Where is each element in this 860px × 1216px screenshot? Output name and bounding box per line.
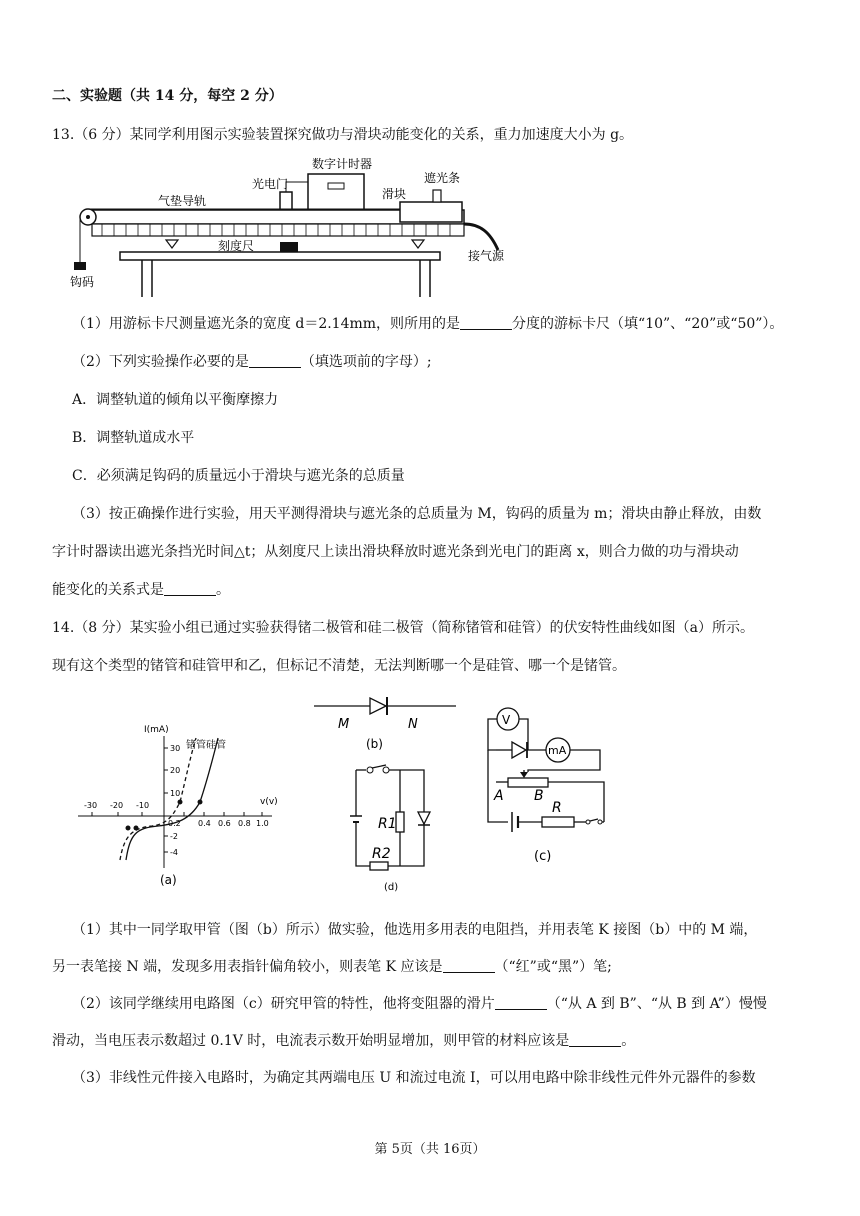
- q13-option-b: B．调整轨道成水平: [72, 430, 195, 446]
- fig-a-ylabel: I(mA): [144, 725, 169, 735]
- q14-part2-line2: 滑动，当电压表示数超过 0.1V 时，电流表示数开始明显增加，则甲管的材料应该是 。: [52, 1033, 636, 1049]
- fig-c-voltmeter: V: [502, 713, 511, 727]
- fig-a-ytick: 30: [170, 744, 181, 753]
- q13-option-c: C．必须满足钩码的质量远小于滑块与遮光条的总质量: [72, 468, 405, 484]
- q14-part1-line1: （1）其中一同学取甲管（图（b）所示）做实验，他选用多用表的电阻挡，并用表笔 K 接图（b）中的 M 端，: [72, 922, 758, 938]
- fig-a-xtick: -20: [110, 801, 124, 810]
- fig-a-ytick: -2: [170, 832, 178, 841]
- q13-part3-line3: 能变化的关系式是 。: [52, 582, 230, 598]
- q13-air-track-figure: [70, 152, 530, 297]
- fig-a-caption: (a): [160, 873, 177, 887]
- answer-blank[interactable]: [249, 353, 301, 368]
- figure-a-iv-curve: [72, 718, 278, 888]
- q13-part3-line1: （3）按正确操作进行实验，用天平测得滑块与遮光条的总质量为 M，钩码的质量为 m；滑块由静止释放，由数: [72, 506, 762, 522]
- q14-part2-line1: （2）该同学继续用电路图（c）研究甲管的特性，他将变阻器的滑片 （“从 A 到 B”、“从 B 到 A”）慢慢: [72, 996, 767, 1012]
- page-footer: 第 5页（共 16页）: [374, 1142, 486, 1157]
- section-title: 二、实验题（共 14 分，每空 2 分）: [52, 88, 283, 104]
- label-ruler: 刻度尺: [218, 239, 255, 253]
- fig-b-label-n: N: [408, 717, 418, 732]
- answer-blank[interactable]: [164, 581, 216, 596]
- fig-a-ytick: 10: [170, 789, 181, 798]
- label-air-source: 接气源: [468, 249, 505, 263]
- q13-part1: （1）用游标卡尺测量遮光条的宽度 d＝2.14mm，则所用的是 分度的游标卡尺（填“10”、“20”或“50”）。: [72, 316, 784, 332]
- fig-c-label-b: B: [534, 788, 544, 804]
- fig-a-xtick: 0.4: [198, 819, 211, 828]
- q14-stem-line1: 14.（8 分）某实验小组已通过实验获得锗二极管和硅二极管（简称锗管和硅管）的伏安特性曲线如图（a）所示。: [52, 620, 754, 636]
- fig-a-xlabel: v(v): [260, 797, 278, 807]
- label-slider: 滑块: [382, 187, 407, 201]
- q13-part3-line2: 字计时器读出遮光条挡光时间△t；从刻度尺上读出滑块释放时遮光条到光电门的距离 x，则合力做的功与滑块动: [52, 544, 739, 560]
- figure-c-circuit: [482, 704, 632, 870]
- q13-stem: 13.（6 分）某同学利用图示实验装置探究做功与滑块动能变化的关系，重力加速度大小为 g。: [52, 127, 634, 143]
- q14-part1-line2: 另一表笔接 N 端，发现多用表指针偏角较小，则表笔 K 应该是 （“红”或“黑”）笔;: [52, 959, 612, 975]
- q13-option-a: A．调整轨道的倾角以平衡摩擦力: [72, 392, 279, 408]
- fig-d-caption: (d): [384, 882, 399, 893]
- answer-blank[interactable]: [460, 315, 512, 330]
- fig-c-label-a: A: [494, 788, 504, 804]
- fig-a-xtick: 0.6: [218, 819, 231, 828]
- label-hook-weight: 钩码: [70, 275, 95, 289]
- fig-d-label-r2: R2: [372, 846, 391, 862]
- label-air-track: 气垫导轨: [158, 194, 207, 208]
- fig-a-xtick: -10: [136, 801, 150, 810]
- fig-a-ytick: -4: [170, 848, 178, 857]
- answer-blank[interactable]: [495, 995, 547, 1010]
- label-shade: 遮光条: [424, 171, 461, 185]
- fig-a-legend: 锗管硅管: [186, 740, 226, 751]
- fig-c-label-r: R: [552, 800, 562, 816]
- fig-a-xtick: 0.8: [238, 819, 251, 828]
- figure-b-diode: [310, 692, 460, 754]
- answer-blank[interactable]: [443, 958, 495, 973]
- fig-c-caption: (c): [534, 849, 552, 864]
- q14-part3-line1: （3）非线性元件接入电路时，为确定其两端电压 U 和流过电流 I，可以用电路中除非线性元件外元器件的参数: [72, 1070, 756, 1086]
- label-timer: 数字计时器: [312, 157, 373, 171]
- fig-a-xtick: 0.2: [168, 819, 181, 828]
- answer-blank[interactable]: [569, 1032, 621, 1047]
- q14-stem-line2: 现有这个类型的锗管和硅管甲和乙，但标记不清楚，无法判断哪一个是硅管、哪一个是锗管。: [52, 658, 626, 674]
- figure-d-circuit: [340, 762, 450, 896]
- label-photogate: 光电门: [252, 177, 289, 191]
- fig-d-label-r1: R1: [378, 816, 397, 832]
- fig-a-xtick: 1.0: [256, 819, 269, 828]
- fig-a-ytick: 20: [170, 766, 181, 775]
- fig-c-ammeter: mA: [548, 744, 567, 757]
- q13-part2: （2）下列实验操作必要的是 （填选项前的字母）;: [72, 354, 432, 370]
- fig-b-label-m: M: [338, 717, 350, 732]
- fig-a-xtick: -30: [84, 801, 98, 810]
- fig-b-caption: (b): [366, 737, 383, 751]
